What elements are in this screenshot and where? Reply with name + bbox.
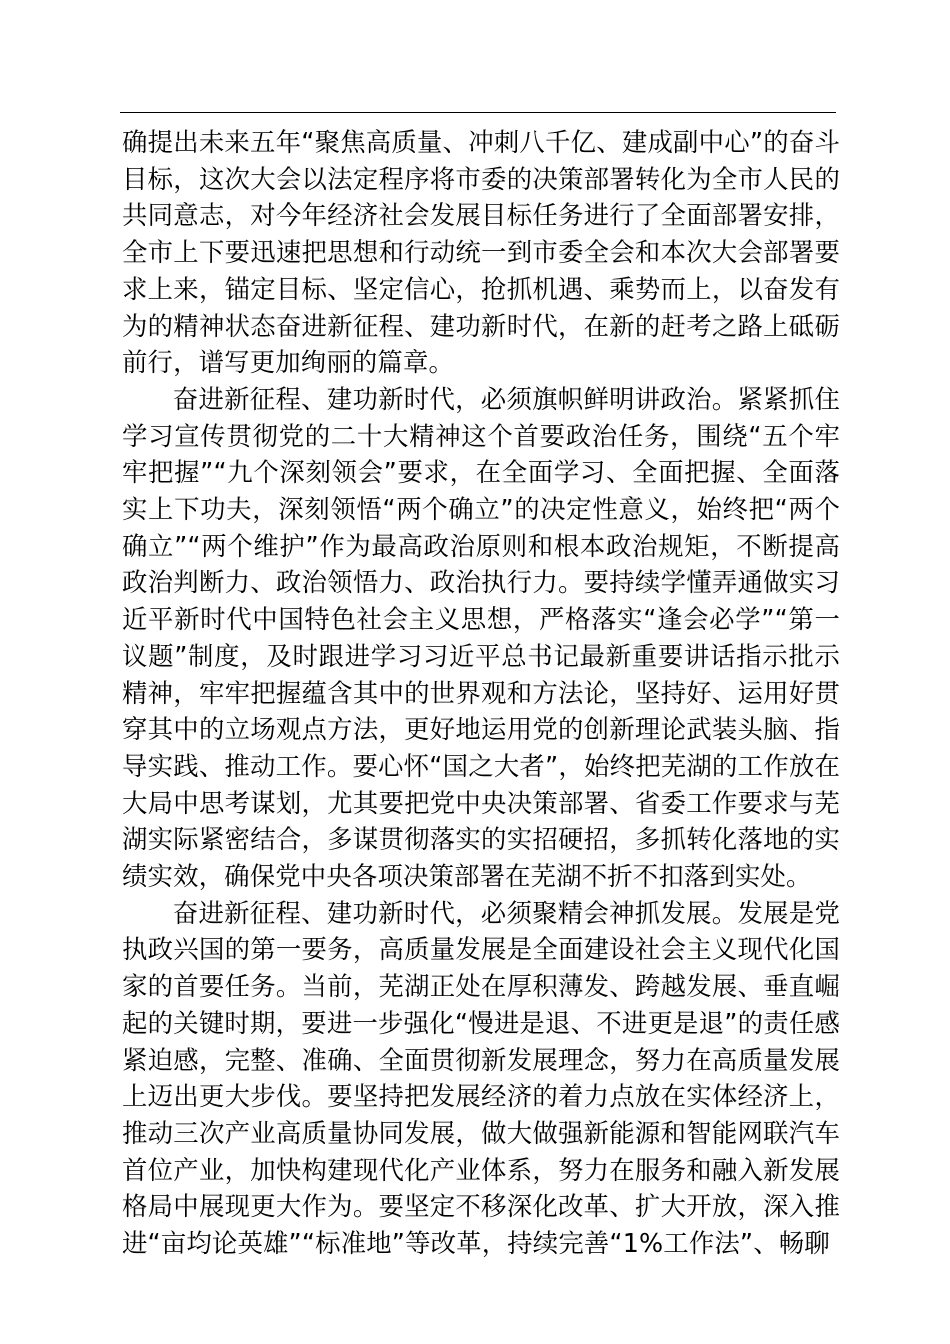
paragraph-3: 奋进新征程、建功新时代，必须聚精会神抓发展。发展是党执政兴国的第一要务，高质量发展是全面建设社会主义现代化国家的首要任务。当前，芜湖正处在厚积薄发、跨越发展、垂直崛起的关键时期，要进一步强化“慢进是退、不进更是退”的责任感紧迫感，完整、准确、全面贯彻新发展理念，努力在高质量发展上迈出更大步伐。要坚持把发展经济的着力点放在实体经济上，推动三次产业高质量协同发展，做大做强新能源和智能网联汽车首位产业，加快构建现代化产业体系，努力在服务和融入新发展格局中展现更大作为。要坚定不移深化改革、扩大开放，深入推进“亩均论英雄”“标准地”等改革，持续完善“1%工作法”、畅聊 xyxy=(122,897,840,1259)
body-text xyxy=(122,124,840,1262)
paragraph-2: 奋进新征程、建功新时代，必须旗帜鲜明讲政治。紧紧抓住学习宣传贯彻党的二十大精神这个首要政治任务，围绕“五个牢牢把握”“九个深刻领会”要求，在全面学习、全面把握、全面落实上下功夫，深刻领悟“两个确立”的决定性意义，始终把“两个确立”“两个维护”作为最高政治原则和根本政治规矩，不断提高政治判断力、政治领悟力、政治执行力。要持续学懂弄通做实习近平新时代中国特色社会主义思想，严格落实“逢会必学”“第一议题”制度，及时跟进学习习近平总书记最新重要讲话指示批示精神，牢牢把握蕴含其中的世界观和方法论，坚持好、运用好贯穿其中的立场观点方法，更好地运用党的创新理论武装头脑、指导实践、推动工作。要心怀“国之大者”，始终把芜湖的工作放在大局中思考谋划，尤其要把党中央决策部署、省委工作要求与芜湖实际紧密结合，多谋贯彻落实的实招硬招，多抓转化落地的实绩实效，确保党中央各项决策部署在芜湖不折不扣落到实处。 xyxy=(122,383,840,892)
paragraph-1: 确提出未来五年“聚焦高质量、冲刺八千亿、建成副中心”的奋斗目标，这次大会以法定程序将市委的决策部署转化为全市人民的共同意志，对今年经济社会发展目标任务进行了全面部署安排，全市上下要迅速把思想和行动统一到市委全会和本次大会部署要求上来，锚定目标、坚定信心，抢抓机遇、乘势而上，以奋发有为的精神状态奋进新征程、建功新时代，在新的赶考之路上砥砺前行，谱写更加绚丽的篇章。 xyxy=(122,127,840,378)
header-rule xyxy=(120,112,836,113)
